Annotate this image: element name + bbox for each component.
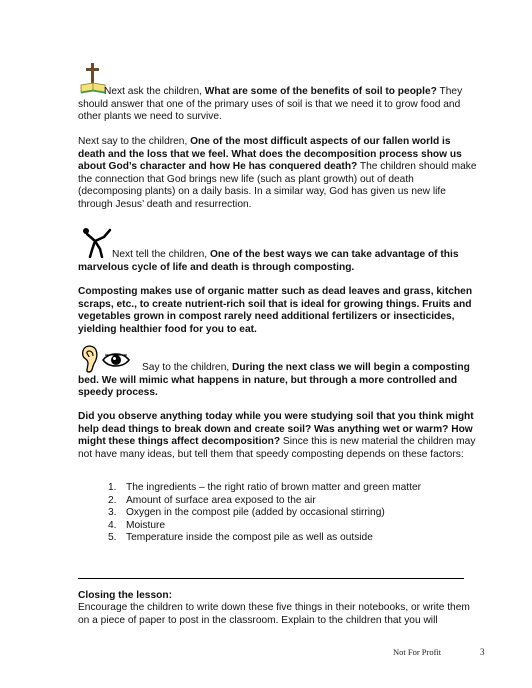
death-paragraph: Next say to the children, One of the most difficult aspects of our fallen world is death and the loss that we feel. What does the decomposition process show us about God’s character and how He has conquered death? The children should make the connection that God brings new life (such as plant growth) out of death (decomposing plants) on a daily basis. In a similar way, God has given us new life through Jesus’ death and resurrection. [78,136,477,210]
footer-label: Not For Profit [393,647,442,657]
section-divider [78,578,464,579]
list-item: 3. Oxygen in the compost pile (added by occasional stirring) [108,507,385,519]
closing-paragraph: Encourage the children to write down these five things in their notebooks, or write them on a piece of paper to post in the classroom. Explain to the children that you will [78,602,470,626]
composting-factors-list [108,482,478,545]
composting-definition-paragraph: Composting makes use of organic matter such as dead leaves and grass, kitchen scraps, etc., to create nutrient-rich soil that is ideal for growing things. Fruits and vegetables grown in compost rarely need additional fertilizers or insecticides, yielding healthier food for you to eat. [78,286,473,335]
list-item: 2. Amount of surface area exposed to the air [108,494,316,506]
list-item: 4. Moisture [108,519,166,531]
benefits-paragraph: Next ask the children, What are some of the benefits of soil to people? They should answer that one of the primary uses of soil is that we need it to grow food and other plants we need to survive. [78,86,463,123]
closing-heading: Closing the lesson: [78,590,172,601]
composting-intro-paragraph: Next tell the children, One of the best ways we can take advantage of this marvelous cycle of life and death is through composting. [78,249,459,273]
page-number: 3 [480,647,485,657]
observation-paragraph: Did you observe anything today while you were studying soil that you think might help dead things to break down and create soil? Was anything wet or warm? How might these things affect decomposition? Since this is new material the children may not have many ideas, but tell them that speedy composting depends on these factors: [78,411,476,460]
list-item: 5. Temperature inside the compost pile as well as outside [108,532,373,544]
next-class-paragraph: Say to the children, During the next class we will begin a composting bed. We will mimic what happens in nature, but through a more controlled and speedy process. [78,362,470,399]
list-item: 1. The ingredients – the right ratio of brown matter and green matter [108,482,422,493]
